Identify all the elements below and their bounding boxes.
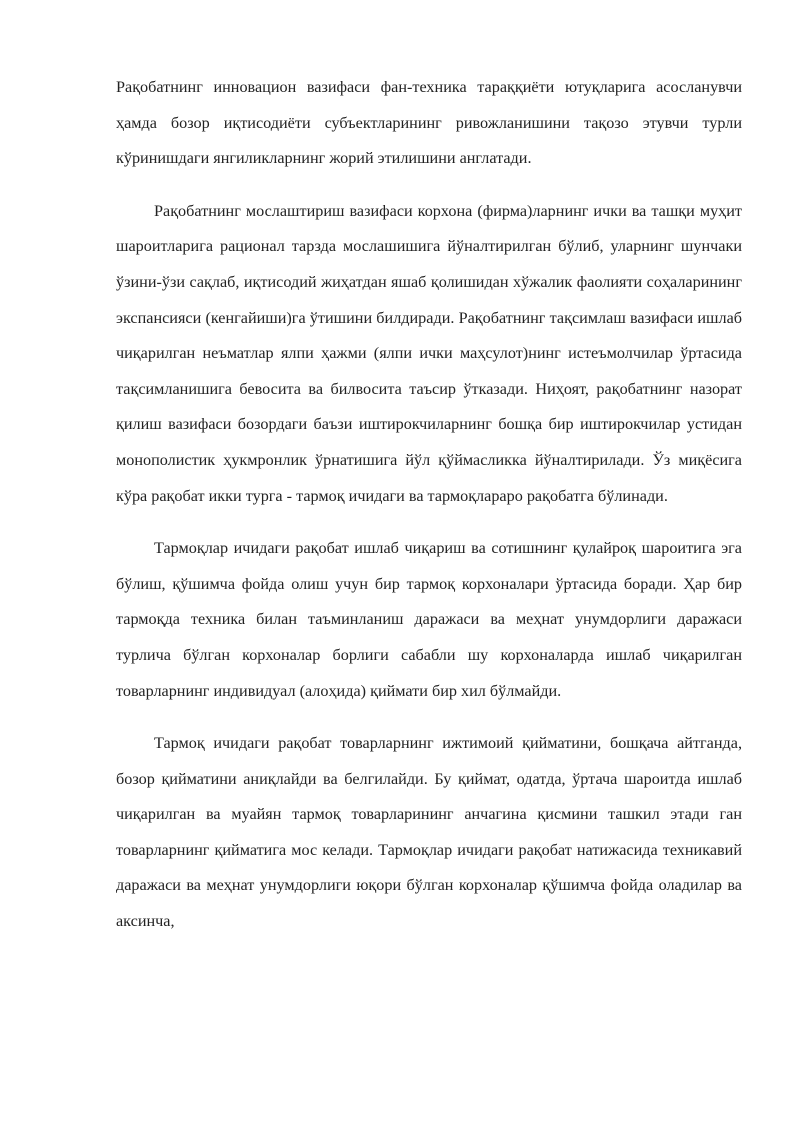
document-page bbox=[116, 70, 742, 957]
paragraph-market-value: Тармоқ ичидаги рақобат товарларнинг ижтимоий қийматини, бошқача айтганда, бозор қийматини аниқлайди ва белгилайди. Бу қиймат, одатда, ўртача шароитда ишлаб чиқарилган ва муайян тармоқ товарларининг анчагина қисмини ташкил этади ган товарларнинг қийматига мос келади. Тармоқлар ичидаги рақобат натижасида техникавий даражаси ва меҳнат унумдорлиги юқори бўлган корхоналар қўшимча фойда оладилар ва аксинча, bbox=[116, 734, 742, 931]
paragraph-innovation-function: Рақобатнинг инновацион вазифаси фан-техника тараққиёти ютуқларига асосланувчи ҳамда бозор иқтисодиёти субъектларининг ривожланишини тақозо этувчи турли кўринишдаги янгиликларнинг жорий этилишини англатади. bbox=[116, 78, 742, 168]
paragraph-adaptation-function: Рақобатнинг мослаштириш вазифаси корхона (фирма)ларнинг ички ва ташқи муҳит шароитларига рационал тарзда мослашишига йўналтирилган бўлиб, уларнинг шунчаки ўзини-ўзи сақлаб, иқтисодий жиҳатдан яшаб қолишидан хўжалик фаолияти соҳаларининг экспансияси (кенгайиши)га ўтишини билдиради. Рақобатнинг тақсимлаш вазифаси ишлаб чиқарилган неъматлар ялпи ҳажми (ялпи ички маҳсулот)нинг истеъмолчилар ўртасида тақсимланишига бевосита ва билвосита таъсир ўтказади. Ниҳоят, рақобатнинг назорат қилиш вазифаси бозордаги баъзи иштирокчиларнинг бошқа бир иштирокчилар устидан монополистик ҳукмронлик ўрнатишига йўл қўймасликка йўналтирилади. Ўз миқёсига кўра рақобат икки турга - тармоқ ичидаги ва тармоқлараро рақобатга бўлинади. bbox=[116, 201, 742, 505]
paragraph-intra-industry-competition: Тармоқлар ичидаги рақобат ишлаб чиқариш ва сотишнинг қулайроқ шароитига эга бўлиш, қўшимча фойда олиш учун бир тармоқ корхоналари ўртасида боради. Ҳар бир тармоқда техника билан таъминланиш даражаси ва меҳнат унумдорлиги даражаси турлича бўлган корхоналар борлиги сабабли шу корхоналарда ишлаб чиқарилган товарларнинг индивидуал (алоҳида) қиймати бир хил бўлмайди. bbox=[116, 539, 742, 700]
